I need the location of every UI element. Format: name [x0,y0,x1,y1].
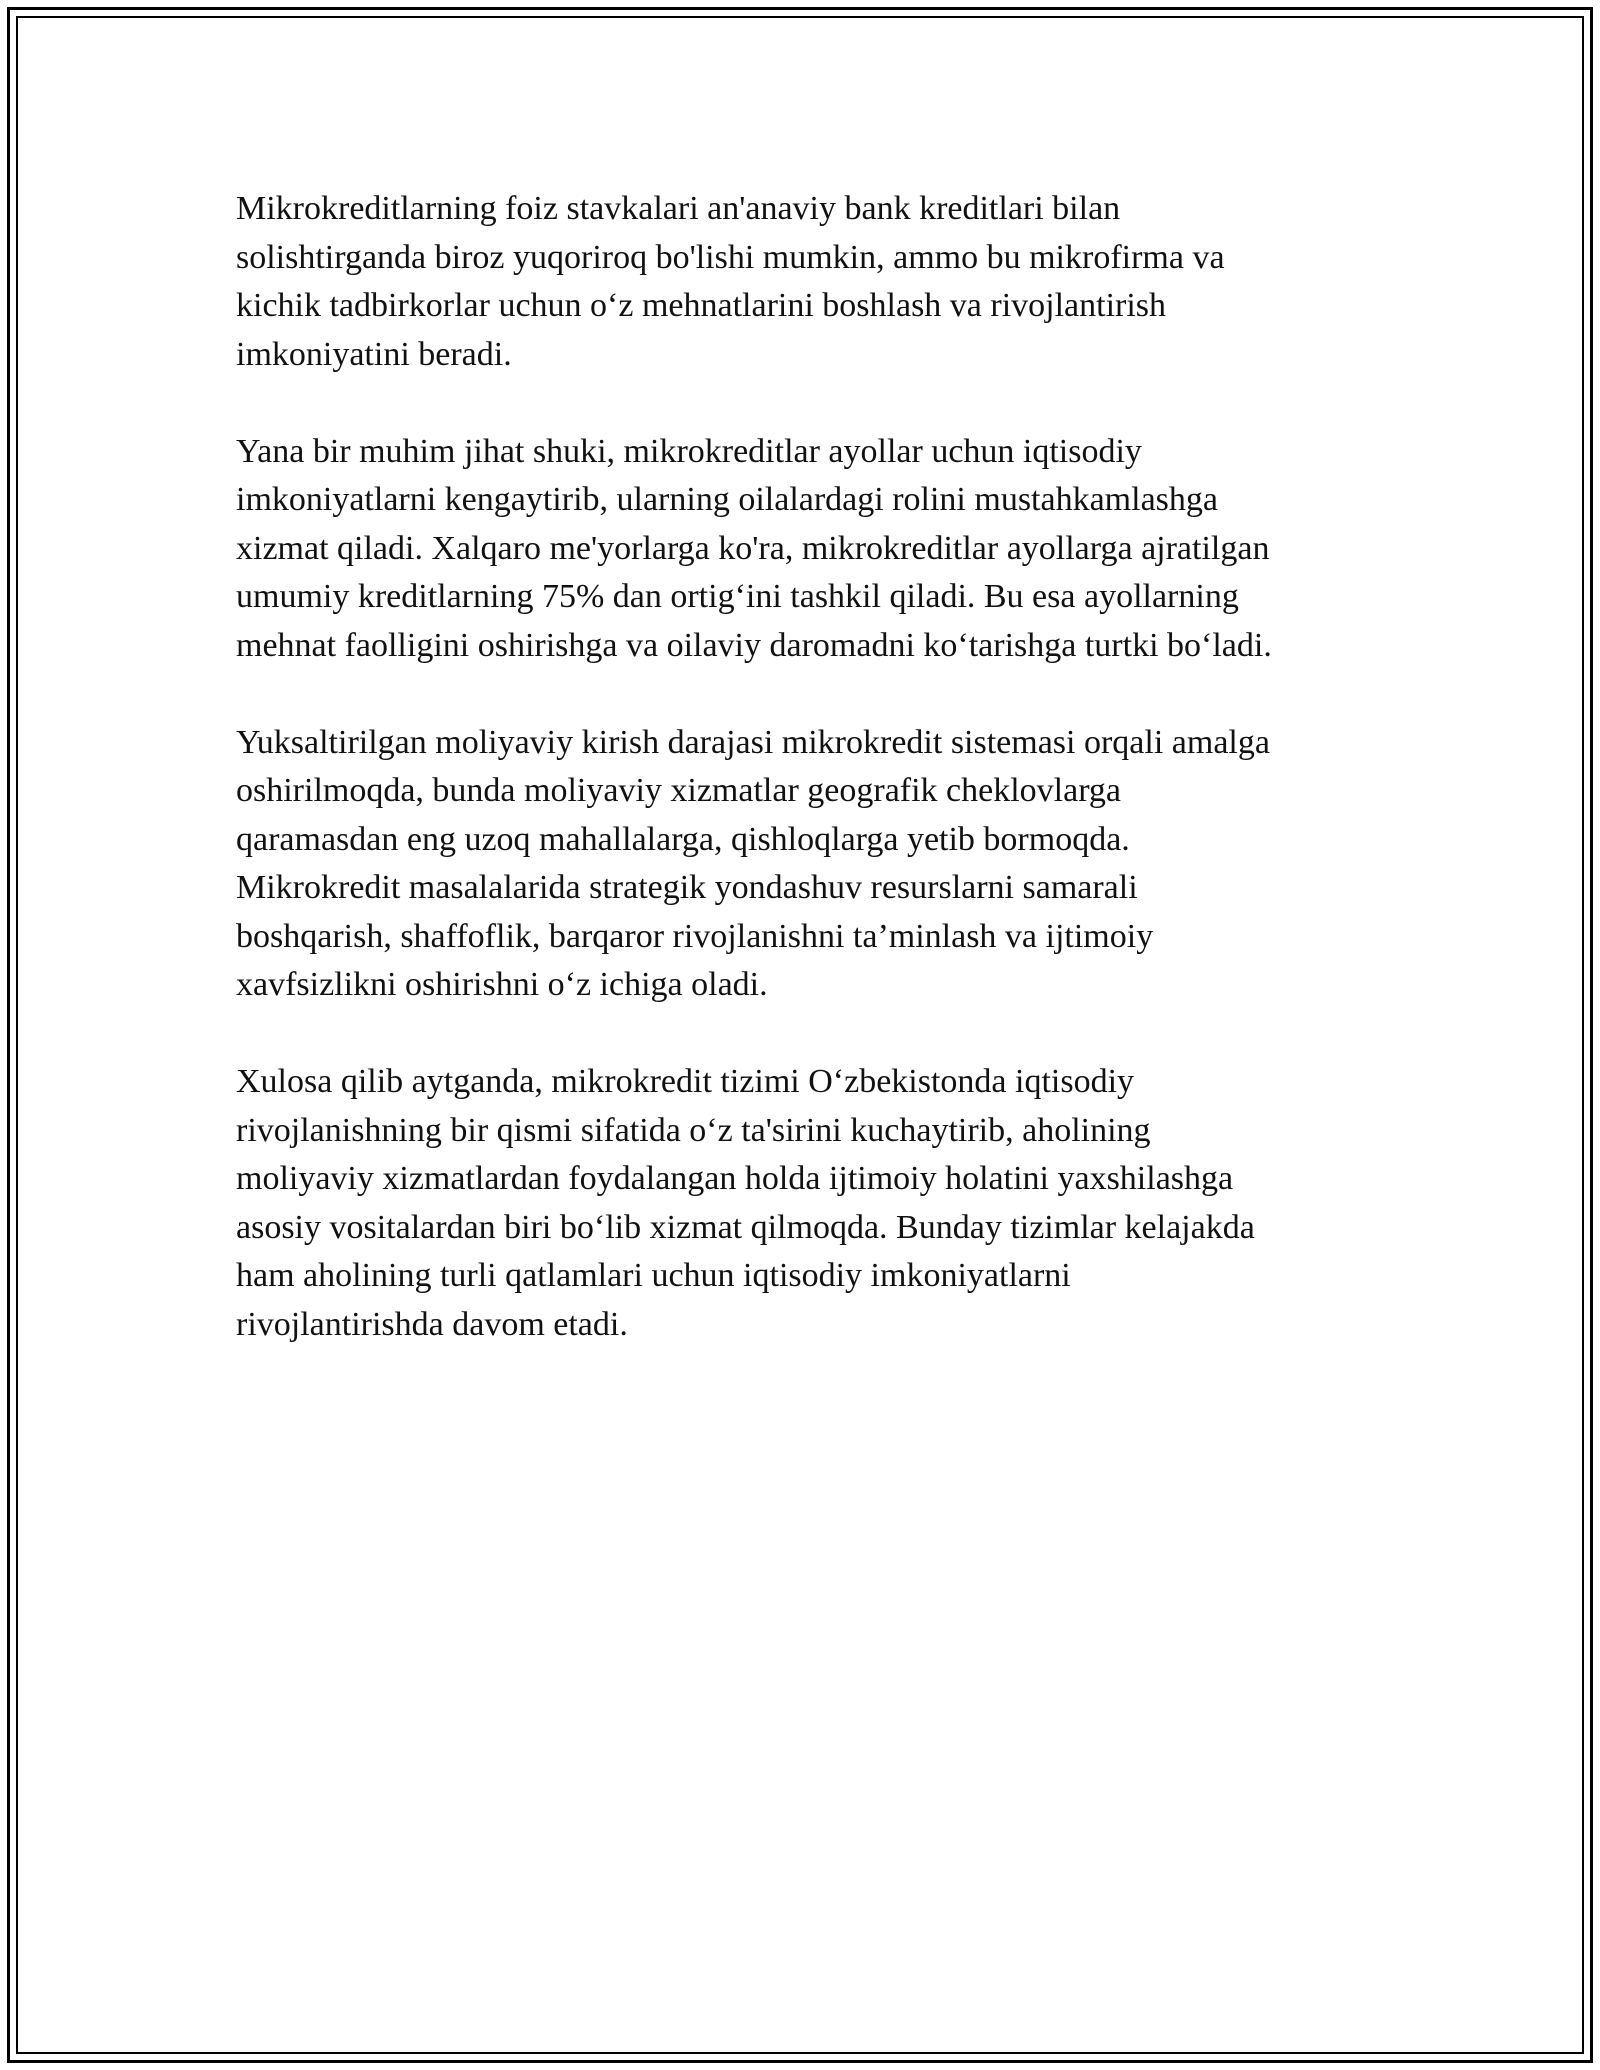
paragraph-2-line-2: imkoniyatlarni kengaytirib, ularning oilalardagi rolini mustahkamlashga [236,481,1218,518]
paragraph-3-line-1: Yuksaltirilgan moliyaviy kirish darajasi mikrokredit sistemasi orqali amalga [236,723,1270,761]
paragraph-1-line-3: kichik tadbirkorlar uchun o‘z mehnatlarini boshlash va rivojlantirish [236,287,1167,324]
paragraph-2 [236,428,1376,671]
paragraph-4-line-6: rivojlantirishda davom etadi. [236,1305,628,1343]
paragraph-4-line-5: ham aholining turli qatlamlari uchun iqtisodiy imkoniyatlarni [236,1257,1071,1294]
paragraph-1 [236,185,1376,379]
document-body [236,185,1376,1398]
paragraph-4 [236,1058,1376,1349]
paragraph-4-line-3: moliyaviy xizmatlardan foydalangan holda ijtimoiy holatini yaxshilashga [236,1160,1234,1197]
paragraph-1-line-4: imkoniyatini beradi. [236,335,512,373]
paragraph-1-line-1: Mikrokreditlarning foiz stavkalari an'anaviy bank kreditlari bilan [236,190,1121,227]
paragraph-3-line-6: xavfsizlikni oshirishni o‘z ichiga oladi. [236,966,768,1003]
paragraph-1-line-2: solishtirganda biroz yuqoriroq bo'lishi mumkin, ammo bu mikrofirma va [236,238,1225,276]
paragraph-4-line-1: Xulosa qilib aytganda, mikrokredit tizimi O‘zbekistonda iqtisodiy [236,1063,1135,1100]
paragraph-3-line-4: Mikrokredit masalalarida strategik yondashuv resurslarni samarali [236,869,1138,906]
paragraph-2-line-5: mehnat faolligini oshirishga va oilaviy daromadni ko‘tarishga turtki bo‘ladi. [236,626,1272,664]
paragraph-2-line-1: Yana bir muhim jihat shuki, mikrokreditlar ayollar uchun iqtisodiy [236,432,1142,470]
paragraph-4-line-2: rivojlanishning bir qismi sifatida o‘z ta'sirini kuchaytirib, aholining [236,1111,1151,1149]
paragraph-3-line-3: qaramasdan eng uzoq mahallalarga, qishloqlarga yetib bormoqda. [236,820,1130,858]
paragraph-3 [236,719,1376,1010]
paragraph-3-line-2: oshirilmoqda, bunda moliyaviy xizmatlar geografik cheklovlarga [236,772,1122,809]
paragraph-4-line-4: asosiy vositalardan biri bo‘lib xizmat qilmoqda. Bunday tizimlar kelajakda [236,1208,1255,1246]
paragraph-2-line-4: umumiy kreditlarning 75% dan ortig‘ini tashkil qiladi. Bu esa ayollarning [236,578,1239,615]
paragraph-3-line-5: boshqarish, shaffoflik, barqaror rivojlanishni ta’minlash va ijtimoiy [236,917,1154,955]
paragraph-2-line-3: xizmat qiladi. Xalqaro me'yorlarga ko'ra, mikrokreditlar ayollarga ajratilgan [236,529,1270,567]
